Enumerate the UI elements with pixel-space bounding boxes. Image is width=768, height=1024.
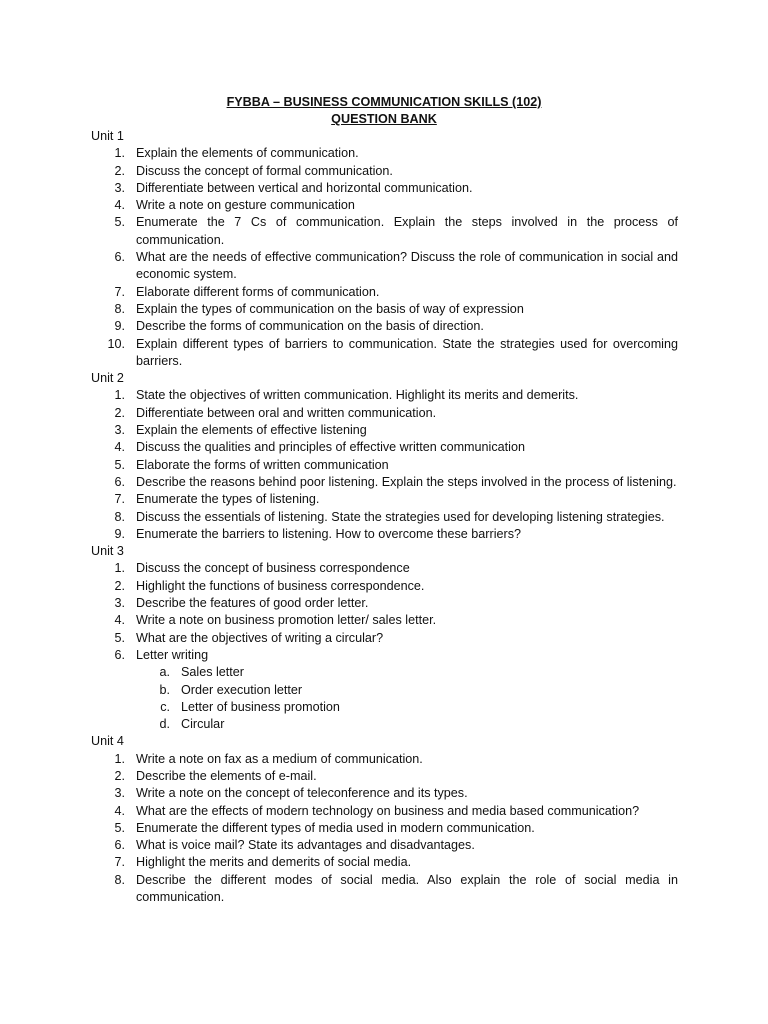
question-text: Differentiate between vertical and horizontal communication.	[136, 180, 473, 195]
question-item	[91, 336, 678, 371]
question-number: 8.	[114, 509, 125, 524]
question-text: State the objectives of written communication. Highlight its merits and demerits.	[136, 388, 579, 403]
question-number: 10.	[107, 336, 125, 351]
question-text: Describe the elements of e-mail.	[136, 768, 317, 783]
document-header	[0, 94, 768, 128]
question-item	[91, 768, 678, 785]
question-item	[91, 509, 678, 526]
question-item	[91, 214, 678, 249]
question-text: Differentiate between oral and written communication.	[136, 405, 437, 420]
question-item	[91, 578, 678, 595]
question-number: 7.	[114, 492, 125, 507]
question-item	[91, 284, 678, 301]
question-text: Write a note on gesture communication	[136, 198, 355, 213]
question-item	[91, 854, 678, 871]
question-text: Elaborate the forms of written communication	[136, 457, 389, 472]
question-item	[91, 145, 678, 162]
question-number: 8.	[114, 301, 125, 316]
question-text: What are the effects of modern technology on business and media based communication?	[136, 803, 640, 818]
question-item	[91, 163, 678, 180]
document-subtitle: QUESTION BANK	[331, 112, 437, 126]
question-item	[91, 872, 678, 907]
question-number: 2.	[114, 163, 125, 178]
unit-heading: Unit 1	[91, 129, 124, 143]
question-text: Enumerate the different types of media used in modern communication.	[136, 820, 535, 835]
question-text: Explain different types of barriers to communication. State the strategies used for overcoming barriers.	[136, 336, 678, 368]
question-number: 2.	[114, 405, 125, 420]
sub-question-letter: a.	[159, 665, 170, 680]
question-text: Discuss the qualities and principles of effective written communication	[136, 440, 525, 455]
question-text: What are the needs of effective communication? Discuss the role of communication in social and economic system.	[136, 250, 678, 282]
question-number: 7.	[114, 284, 125, 299]
question-text: What are the objectives of writing a circular?	[136, 630, 384, 645]
question-number: 6.	[114, 474, 125, 489]
question-number: 8.	[114, 872, 125, 887]
sub-question-item	[91, 716, 678, 733]
question-list	[91, 751, 678, 907]
sub-question-item	[91, 664, 678, 681]
question-item	[91, 405, 678, 422]
question-item	[91, 526, 678, 543]
unit-section	[91, 543, 678, 733]
unit-section	[91, 370, 678, 543]
unit-heading: Unit 2	[91, 371, 124, 386]
question-number: 6.	[114, 647, 125, 662]
unit-heading: Unit 3	[91, 544, 124, 559]
question-item	[91, 422, 678, 439]
question-text: Write a note on business promotion letter/ sales letter.	[136, 613, 437, 628]
question-item	[91, 647, 678, 664]
question-item	[91, 197, 678, 214]
question-text: Highlight the functions of business correspondence.	[136, 578, 425, 593]
question-item	[91, 560, 678, 577]
question-text: Elaborate different forms of communication.	[136, 284, 380, 299]
question-text: Explain the types of communication on the basis of way of expression	[136, 301, 524, 316]
question-number: 9.	[114, 319, 125, 334]
question-number: 4.	[114, 613, 125, 628]
question-number: 4.	[114, 440, 125, 455]
question-text: Describe the reasons behind poor listening. Explain the steps involved in the process of listening.	[136, 474, 677, 489]
question-number: 5.	[114, 820, 125, 835]
sub-question-text: Sales letter	[181, 665, 244, 680]
question-text: Enumerate the types of listening.	[136, 492, 320, 507]
sub-question-item	[91, 682, 678, 699]
sub-question-letter: b.	[159, 682, 170, 697]
question-item	[91, 474, 678, 491]
question-text: Discuss the essentials of listening. State the strategies used for developing listening strategies.	[136, 509, 665, 524]
question-item	[91, 837, 678, 854]
question-text: Enumerate the barriers to listening. How to overcome these barriers?	[136, 526, 521, 541]
question-number: 1.	[114, 561, 125, 576]
question-text: Describe the features of good order letter.	[136, 596, 369, 611]
question-number: 5.	[114, 215, 125, 230]
question-list	[91, 145, 678, 370]
question-number: 2.	[114, 768, 125, 783]
question-text: What is voice mail? State its advantages and disadvantages.	[136, 838, 475, 853]
question-number: 1.	[114, 146, 125, 161]
unit-heading: Unit 4	[91, 734, 124, 749]
sub-question-letter: d.	[159, 717, 170, 732]
question-number: 1.	[114, 388, 125, 403]
question-text: Highlight the merits and demerits of social media.	[136, 855, 412, 870]
sub-question-text: Letter of business promotion	[181, 699, 340, 714]
question-item	[91, 612, 678, 629]
question-item	[91, 751, 678, 768]
sub-question-text: Circular	[181, 717, 225, 732]
question-number: 4.	[114, 803, 125, 818]
question-text: Describe the different modes of social media. Also explain the role of social media in communication.	[136, 872, 678, 905]
question-number: 5.	[114, 630, 125, 645]
question-item	[91, 491, 678, 508]
question-text: Describe the forms of communication on the basis of direction.	[136, 319, 484, 334]
question-bank-body	[91, 128, 678, 906]
question-item	[91, 457, 678, 474]
sub-question-letter: c.	[160, 699, 170, 714]
question-item	[91, 439, 678, 456]
question-number: 9.	[114, 526, 125, 541]
question-text: Letter writing	[136, 647, 209, 662]
question-number: 3.	[114, 423, 125, 438]
question-item	[91, 387, 678, 404]
question-item	[91, 803, 678, 820]
question-text: Enumerate the 7 Cs of communication. Explain the steps involved in the process of communication.	[136, 215, 678, 247]
sub-question-text: Order execution letter	[181, 682, 303, 697]
question-item	[91, 318, 678, 335]
question-item	[91, 249, 678, 284]
question-number: 6.	[114, 838, 125, 853]
question-number: 3.	[114, 180, 125, 195]
question-number: 3.	[114, 596, 125, 611]
question-number: 7.	[114, 855, 125, 870]
question-item	[91, 180, 678, 197]
question-text: Explain the elements of communication.	[136, 146, 359, 161]
unit-section	[91, 733, 678, 906]
question-number: 5.	[114, 457, 125, 472]
question-number: 2.	[114, 578, 125, 593]
question-number: 6.	[114, 250, 125, 265]
question-item	[91, 595, 678, 612]
question-number: 3.	[114, 786, 125, 801]
question-list	[91, 560, 678, 733]
question-item	[91, 785, 678, 802]
question-number: 4.	[114, 198, 125, 213]
question-list	[91, 387, 678, 543]
question-text: Write a note on fax as a medium of communication.	[136, 751, 423, 766]
question-text: Explain the elements of effective listening	[136, 423, 367, 438]
question-text: Write a note on the concept of teleconference and its types.	[136, 786, 468, 801]
question-item	[91, 301, 678, 318]
document-title: FYBBA – BUSINESS COMMUNICATION SKILLS (102)	[226, 95, 542, 109]
question-text: Discuss the concept of business correspondence	[136, 561, 410, 576]
question-number: 1.	[114, 751, 125, 766]
question-item	[91, 820, 678, 837]
question-text: Discuss the concept of formal communication.	[136, 163, 393, 178]
sub-question-item	[91, 699, 678, 716]
sub-question-list	[91, 664, 678, 733]
question-item	[91, 630, 678, 647]
unit-section	[91, 128, 678, 370]
